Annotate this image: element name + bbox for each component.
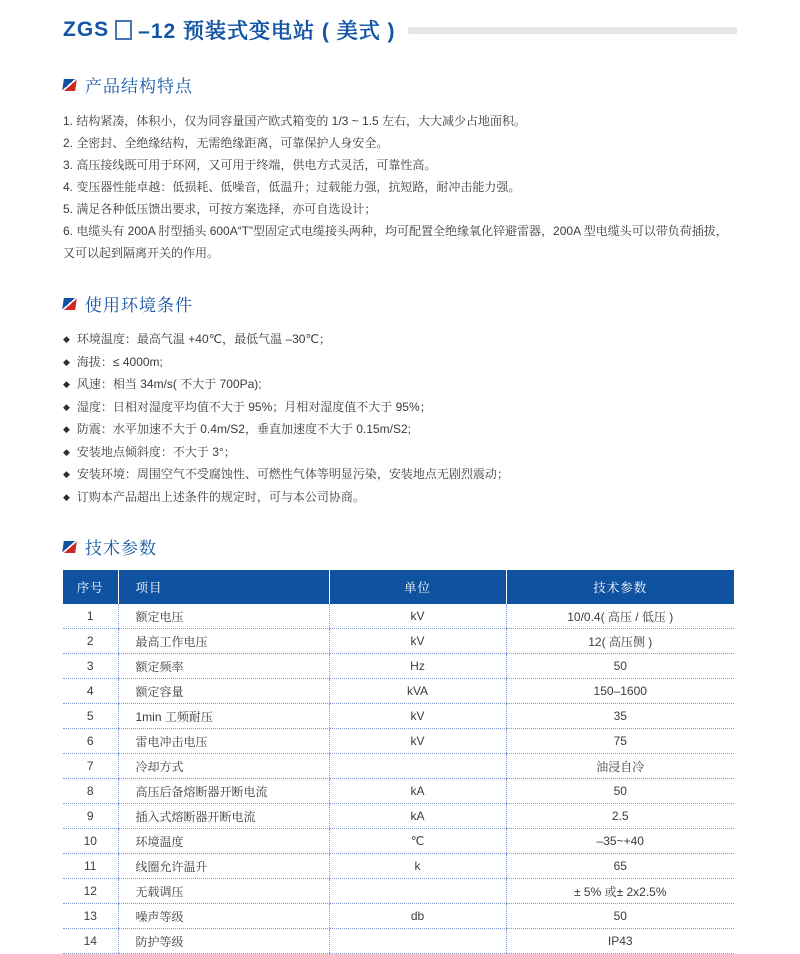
cell-unit: db bbox=[329, 904, 506, 929]
cell-item: 线圈允许温升 bbox=[118, 854, 329, 879]
cell-unit: ℃ bbox=[329, 829, 506, 854]
table-row bbox=[63, 629, 734, 654]
diamond-bullet-icon: ◆ bbox=[63, 379, 70, 389]
cell-index: 11 bbox=[63, 854, 118, 879]
cell-index: 14 bbox=[63, 929, 118, 954]
table-row bbox=[63, 854, 734, 879]
title-accent-bar bbox=[408, 27, 737, 34]
table-row bbox=[63, 904, 734, 929]
section-marker-icon bbox=[62, 541, 77, 553]
diamond-bullet-icon: ◆ bbox=[63, 334, 70, 344]
table-row bbox=[63, 879, 734, 904]
environment-item bbox=[63, 351, 737, 374]
cell-index: 12 bbox=[63, 879, 118, 904]
cell-unit: kV bbox=[329, 729, 506, 754]
section-title-features: 产品结构特点 bbox=[85, 77, 193, 96]
cell-value: 75 bbox=[506, 729, 734, 754]
cell-value: 150–1600 bbox=[506, 679, 734, 704]
cell-value: 50 bbox=[506, 904, 734, 929]
cell-index: 7 bbox=[63, 754, 118, 779]
column-header-value: 技术参数 bbox=[506, 570, 734, 604]
cell-unit: kVA bbox=[329, 679, 506, 704]
parameters-table bbox=[63, 570, 734, 954]
cell-value: 50 bbox=[506, 654, 734, 679]
cell-unit: kA bbox=[329, 804, 506, 829]
table-row bbox=[63, 929, 734, 954]
cell-item: 雷电冲击电压 bbox=[118, 729, 329, 754]
environment-item-text: 防震：水平加速不大于 0.4m/S2，垂直加速度不大于 0.15m/S2; bbox=[76, 422, 411, 436]
table-row bbox=[63, 729, 734, 754]
environment-item-text: 安装环境：周围空气不受腐蚀性、可燃性气体等明显污染，安装地点无剧烈震动； bbox=[76, 467, 509, 481]
cell-value: –35~+40 bbox=[506, 829, 734, 854]
environment-item bbox=[63, 328, 737, 351]
cell-index: 8 bbox=[63, 779, 118, 804]
section-parameters-header bbox=[63, 534, 737, 559]
diamond-bullet-icon: ◆ bbox=[63, 401, 70, 412]
cell-item: 噪声等级 bbox=[118, 904, 329, 929]
feature-item: 3. 高压接线既可用于环网，又可用于终端，供电方式灵活，可靠性高。 bbox=[63, 158, 437, 172]
cell-item: 高压后备熔断器开断电流 bbox=[118, 779, 329, 804]
cell-item: 额定电压 bbox=[118, 604, 329, 629]
model-placeholder-box-icon bbox=[115, 20, 132, 40]
environment-item bbox=[63, 418, 737, 441]
cell-value: 油浸自冷 bbox=[506, 754, 734, 779]
environment-item-text: 风速：相当 34m/s( 不大于 700Pa); bbox=[76, 377, 262, 391]
table-row bbox=[63, 604, 734, 629]
section-title-environment: 使用环境条件 bbox=[85, 296, 193, 315]
cell-value: 50 bbox=[506, 779, 734, 804]
table-header-row bbox=[63, 570, 734, 604]
section-features bbox=[63, 72, 737, 264]
cell-value: ± 5% 或± 2x2.5% bbox=[506, 879, 734, 904]
section-title-parameters: 技术参数 bbox=[85, 539, 157, 558]
feature-list bbox=[63, 110, 737, 264]
cell-item: 最高工作电压 bbox=[118, 629, 329, 654]
cell-value: 10/0.4( 高压 / 低压 ) bbox=[506, 604, 734, 629]
diamond-bullet-icon: ◆ bbox=[63, 424, 70, 434]
cell-unit: kV bbox=[329, 604, 506, 629]
page-title-prefix: ZGS bbox=[63, 18, 110, 41]
environment-item bbox=[63, 463, 737, 486]
cell-unit: Hz bbox=[329, 654, 506, 679]
environment-item-text: 湿度：日相对湿度平均值不大于 95%；月相对湿度值不大于 95%； bbox=[76, 399, 432, 414]
section-marker-icon bbox=[62, 298, 77, 310]
diamond-bullet-icon: ◆ bbox=[63, 446, 70, 457]
cell-item: 1min 工频耐压 bbox=[118, 704, 329, 729]
cell-value: IP43 bbox=[506, 929, 734, 954]
page-title bbox=[63, 15, 396, 45]
environment-item-text: 安装地点倾斜度：不大于 3°； bbox=[76, 444, 236, 459]
cell-index: 10 bbox=[63, 829, 118, 854]
table-row bbox=[63, 829, 734, 854]
feature-item: 4. 变压器性能卓越：低损耗、低噪音，低温升；过载能力强，抗短路，耐冲击能力强。 bbox=[63, 180, 521, 194]
cell-value: 35 bbox=[506, 704, 734, 729]
table-row bbox=[63, 654, 734, 679]
cell-item: 插入式熔断器开断电流 bbox=[118, 804, 329, 829]
environment-list bbox=[63, 328, 737, 508]
cell-item: 额定频率 bbox=[118, 654, 329, 679]
cell-item: 环境温度 bbox=[118, 829, 329, 854]
cell-index: 9 bbox=[63, 804, 118, 829]
table-body bbox=[63, 604, 734, 954]
cell-unit bbox=[329, 754, 506, 779]
cell-unit: kA bbox=[329, 779, 506, 804]
table-row bbox=[63, 779, 734, 804]
environment-item-text: 海拔：≤ 4000m; bbox=[76, 354, 163, 369]
environment-item-text: 订购本产品超出上述条件的规定时，可与本公司协商。 bbox=[76, 489, 365, 504]
cell-index: 4 bbox=[63, 679, 118, 704]
cell-item: 无载调压 bbox=[118, 879, 329, 904]
cell-unit bbox=[329, 879, 506, 904]
table-row bbox=[63, 704, 734, 729]
diamond-bullet-icon: ◆ bbox=[63, 491, 70, 502]
cell-item: 额定容量 bbox=[118, 679, 329, 704]
section-features-header bbox=[63, 72, 737, 97]
feature-item: 6. 电缆头有 200A 肘型插头 600A“T”型固定式电缆接头两种，均可配置全绝缘氧化锌避雷器，200A 型电缆头可以带负荷插拔，又可以起到隔离开关的作用。 bbox=[63, 224, 728, 260]
cell-item: 防护等级 bbox=[118, 929, 329, 954]
feature-item: 5. 满足各种低压馈出要求，可按方案选择，亦可自选设计； bbox=[63, 202, 377, 216]
cell-unit: kV bbox=[329, 629, 506, 654]
page-title-suffix: –12 预装式变电站 ( 美式 ) bbox=[138, 20, 396, 43]
cell-unit: kV bbox=[329, 704, 506, 729]
environment-item bbox=[63, 396, 737, 419]
cell-index: 3 bbox=[63, 654, 118, 679]
environment-item-text: 环境温度：最高气温 +40℃，最低气温 –30℃； bbox=[76, 332, 331, 346]
cell-value: 65 bbox=[506, 854, 734, 879]
cell-value: 12( 高压侧 ) bbox=[506, 629, 734, 654]
cell-index: 1 bbox=[63, 604, 118, 629]
cell-index: 5 bbox=[63, 704, 118, 729]
table-row bbox=[63, 754, 734, 779]
environment-item bbox=[63, 373, 737, 396]
column-header-item: 项目 bbox=[118, 570, 329, 604]
environment-item bbox=[63, 441, 737, 464]
cell-unit: k bbox=[329, 854, 506, 879]
table-row bbox=[63, 804, 734, 829]
column-header-index: 序号 bbox=[63, 570, 118, 604]
section-environment-header bbox=[63, 291, 737, 316]
cell-index: 6 bbox=[63, 729, 118, 754]
cell-item: 冷却方式 bbox=[118, 754, 329, 779]
cell-index: 2 bbox=[63, 629, 118, 654]
page-header bbox=[63, 0, 737, 45]
column-header-unit: 单位 bbox=[329, 570, 506, 604]
feature-item: 1. 结构紧凑，体积小，仅为同容量国产欧式箱变的 1/3 ~ 1.5 左右，大大减少占地面积。 bbox=[63, 114, 527, 128]
cell-index: 13 bbox=[63, 904, 118, 929]
section-parameters bbox=[63, 534, 737, 954]
section-marker-icon bbox=[62, 79, 77, 91]
section-environment bbox=[63, 291, 737, 508]
environment-item bbox=[63, 486, 737, 509]
cell-unit bbox=[329, 929, 506, 954]
diamond-bullet-icon: ◆ bbox=[63, 356, 70, 367]
feature-item: 2. 全密封、全绝缘结构，无需绝缘距离，可靠保护人身安全。 bbox=[63, 136, 389, 150]
cell-value: 2.5 bbox=[506, 804, 734, 829]
table-row bbox=[63, 679, 734, 704]
diamond-bullet-icon: ◆ bbox=[63, 469, 70, 479]
